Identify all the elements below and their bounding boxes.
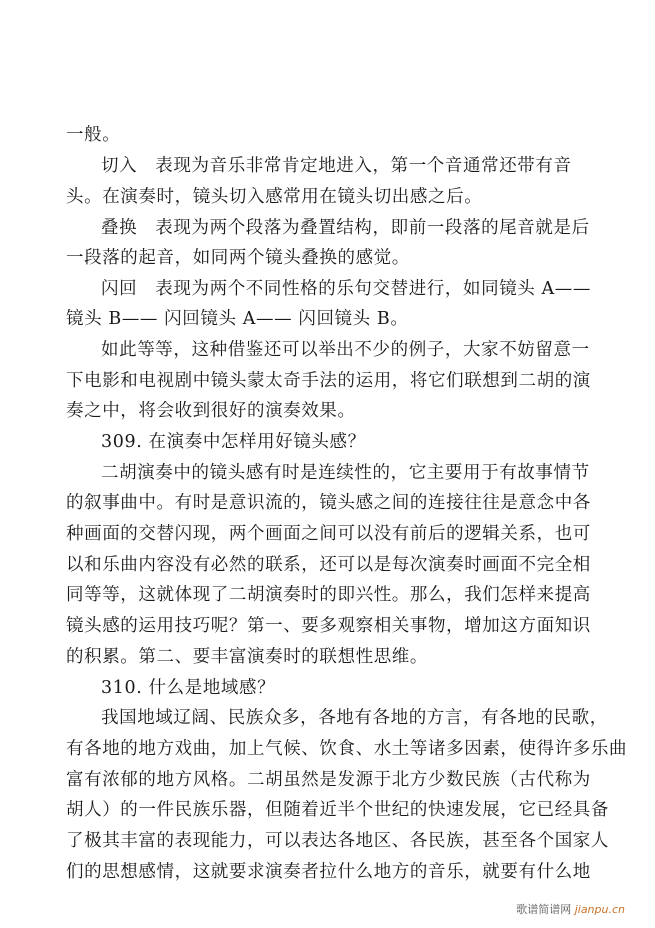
site-watermark	[516, 901, 625, 917]
text-line-15: 以和乐曲内容没有必然的联系，还可以是每次演奏时画面不完全相	[66, 555, 591, 575]
text-line-7: 镜头 B—— 闪回镜头 A—— 闪回镜头 B。	[66, 309, 409, 329]
text-line-13: 的叙事曲中。有时是意识流的，镜头感之间的连接往往是意念中各	[66, 493, 591, 513]
text-line-4: 叠换 表现为两个段落为叠置结构，即前一段落的尾音就是后	[101, 218, 590, 238]
text-line-6: 闪回 表现为两个不同性格的乐句交替进行，如同镜头 A——	[101, 279, 591, 299]
text-line-9: 下电影和电视剧中镜头蒙太奇手法的运用，将它们联想到二胡的演	[66, 371, 591, 391]
text-line-2: 切入 表现为音乐非常肯定地进入，第一个音通常还带有音	[101, 156, 572, 176]
text-line-14: 种画面的交替闪现，两个画面之间可以没有前后的逻辑关系，也可	[66, 524, 591, 544]
text-line-21: 有各地的地方戏曲，加上气候、饮食、水土等诸多因素，使得许多乐曲	[66, 739, 628, 759]
text-line-3: 头。在演奏时，镜头切入感常用在镜头切出感之后。	[66, 187, 483, 207]
text-line-17: 镜头感的运用技巧呢？第一、要多观察相关事物，增加这方面知识	[66, 616, 591, 636]
text-line-5: 一段落的起音，如同两个镜头叠换的感觉。	[66, 248, 410, 268]
text-line-20: 我国地域辽阔、民族众多，各地有各地的方言，有各地的民歌，	[101, 708, 608, 728]
text-line-10: 奏之中，将会收到很好的演奏效果。	[66, 401, 356, 421]
text-line-18: 的积累。第二、要丰富演奏时的联想性思维。	[66, 647, 428, 667]
section-heading-309: 309. 在演奏中怎样用好镜头感？	[101, 432, 366, 452]
text-line-8: 如此等等，这种借鉴还可以举出不少的例子，大家不妨留意一	[101, 340, 590, 360]
watermark-url: jianpu.cn	[574, 903, 625, 916]
text-line-23: 胡人）的一件民族乐器，但随着近半个世纪的快速发展，它已经具备	[66, 800, 609, 820]
text-line-22: 富有浓郁的地方风格。二胡虽然是发源于北方少数民族（古代称为	[66, 770, 591, 790]
watermark-site-name: 歌谱简谱网	[516, 903, 572, 916]
text-line-1: 一般。	[66, 125, 121, 145]
text-line-25: 们的思想感情，这就要求演奏者拉什么地方的音乐，就要有什么地	[66, 862, 591, 882]
text-line-12: 二胡演奏中的镜头感有时是连续性的，它主要用于有故事情节	[101, 463, 590, 483]
text-line-24: 了极其丰富的表现能力，可以表达各地区、各民族，甚至各个国家人	[66, 831, 609, 851]
section-heading-310: 310. 什么是地域感？	[101, 678, 276, 698]
text-line-16: 同等等，这就体现了二胡演奏时的即兴性。那么，我们怎样来提高	[66, 585, 591, 605]
